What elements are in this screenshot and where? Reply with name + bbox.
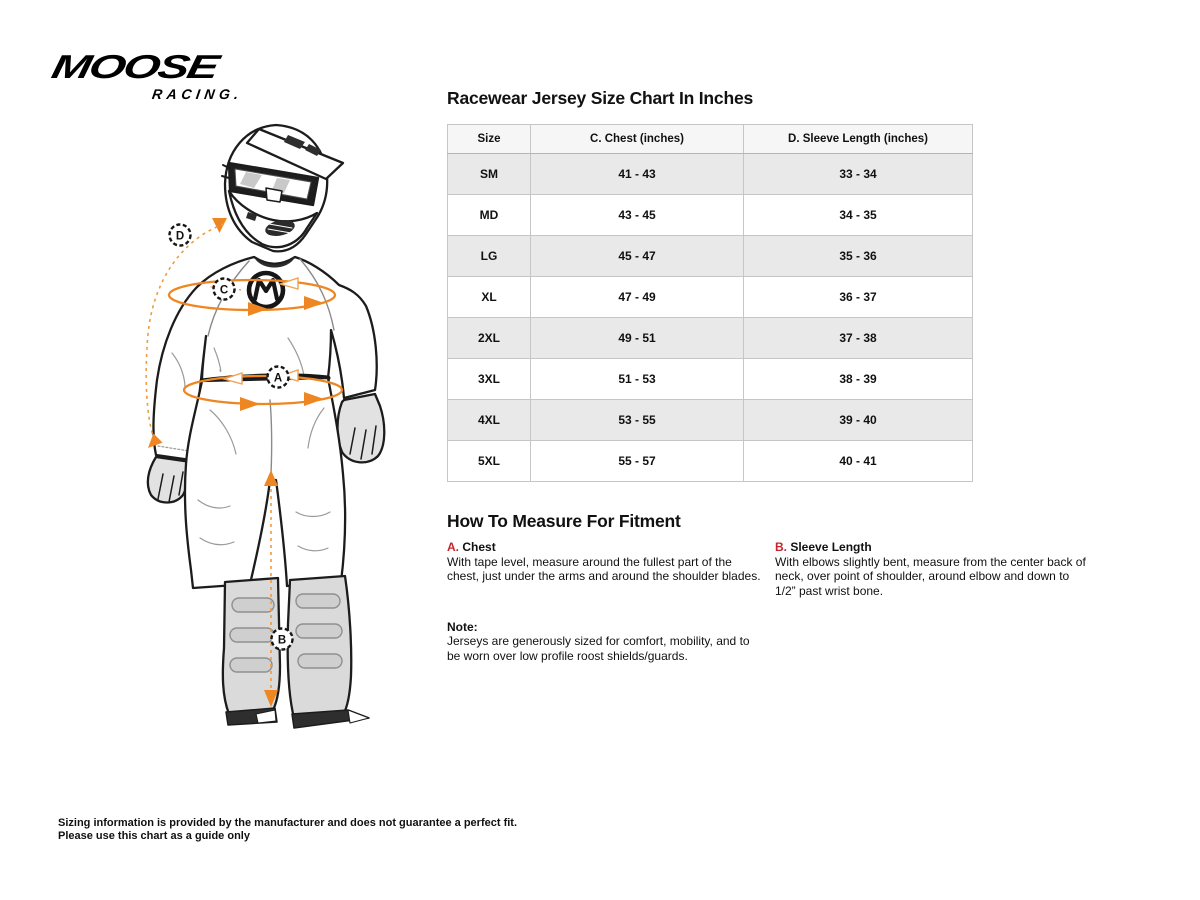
size-cell: 5XL [448,441,531,482]
footer-line-2: Please use this chart as a guide only [58,829,250,842]
brand-logo [48,47,246,102]
note-section [447,620,763,663]
table-row [448,441,973,482]
label-circle-c [214,279,235,300]
note-text: Jerseys are generously sized for comfort, mobility, and to be worn over low profile roost shields/guards. [447,634,750,663]
chest-cell: 45 - 47 [531,236,744,277]
chest-cell: 49 - 51 [531,318,744,359]
column-header-sleeve: D. Sleeve Length (inches) [744,125,973,154]
sleeve-cell: 38 - 39 [744,359,973,400]
size-cell: 4XL [448,400,531,441]
table-row [448,154,973,195]
chest-cell: 51 - 53 [531,359,744,400]
table-row [448,236,973,277]
measure-sleeve-letter: B. [775,540,787,554]
table-row [448,318,973,359]
label-letter-b: B [277,634,287,647]
size-cell: 3XL [448,359,531,400]
moose-wordmark: MOOSE [48,47,221,86]
measure-chest-letter: A. [447,540,459,554]
table-row [448,195,973,236]
measure-chest-name: Chest [462,540,496,554]
measure-sleeve-heading [775,540,1091,554]
how-to-measure-title: How To Measure For Fitment [447,511,681,531]
measure-sleeve-text: With elbows slightly bent, measure from the center back of neck, over point of shoulder, around elbow and down to 1/2” past wrist bone. [775,555,1086,598]
column-header-size: Size [448,125,531,154]
column-header-chest: C. Chest (inches) [531,125,744,154]
sleeve-cell: 36 - 37 [744,277,973,318]
measure-section-chest [447,540,763,584]
size-cell: XL [448,277,531,318]
sleeve-cell: 39 - 40 [744,400,973,441]
measure-section-sleeve [775,540,1091,598]
label-circle-b [272,629,293,650]
sleeve-cell: 37 - 38 [744,318,973,359]
chest-cell: 53 - 55 [531,400,744,441]
sleeve-cell: 40 - 41 [744,441,973,482]
label-letter-d: D [175,230,185,243]
racing-wordmark: RACING. [151,86,244,102]
sleeve-cell: 33 - 34 [744,154,973,195]
rider-pants [185,378,345,588]
sleeve-cell: 35 - 36 [744,236,973,277]
label-letter-c: C [219,284,229,297]
rider-boots [223,576,369,728]
footer-line-1: Sizing information is provided by the manufacturer and does not guarantee a perfect fit. [58,817,518,829]
measure-chest-text: With tape level, measure around the fullest part of the chest, just under the arms and around the shoulder blades. [447,555,761,584]
label-letter-a: A [273,372,283,385]
measure-chest-heading [447,540,763,554]
size-cell: SM [448,154,531,195]
size-chart-title: Racewear Jersey Size Chart In Inches [447,88,754,108]
rider-helmet-icon [222,125,343,251]
sleeve-cell: 34 - 35 [744,195,973,236]
size-cell: MD [448,195,531,236]
rider-illustration [128,118,408,738]
chest-cell: 55 - 57 [531,441,744,482]
footer-disclaimer [58,817,517,842]
table-header-row [448,125,973,154]
size-cell: LG [448,236,531,277]
chest-cell: 41 - 43 [531,154,744,195]
label-circle-d [170,225,191,246]
label-circle-a [268,367,289,388]
chest-cell: 47 - 49 [531,277,744,318]
size-cell: 2XL [448,318,531,359]
table-row [448,359,973,400]
measure-sleeve-name: Sleeve Length [790,540,872,554]
table-row [448,277,973,318]
note-label: Note: [447,620,478,634]
size-chart-table [447,124,973,482]
table-row [448,400,973,441]
chest-cell: 43 - 45 [531,195,744,236]
